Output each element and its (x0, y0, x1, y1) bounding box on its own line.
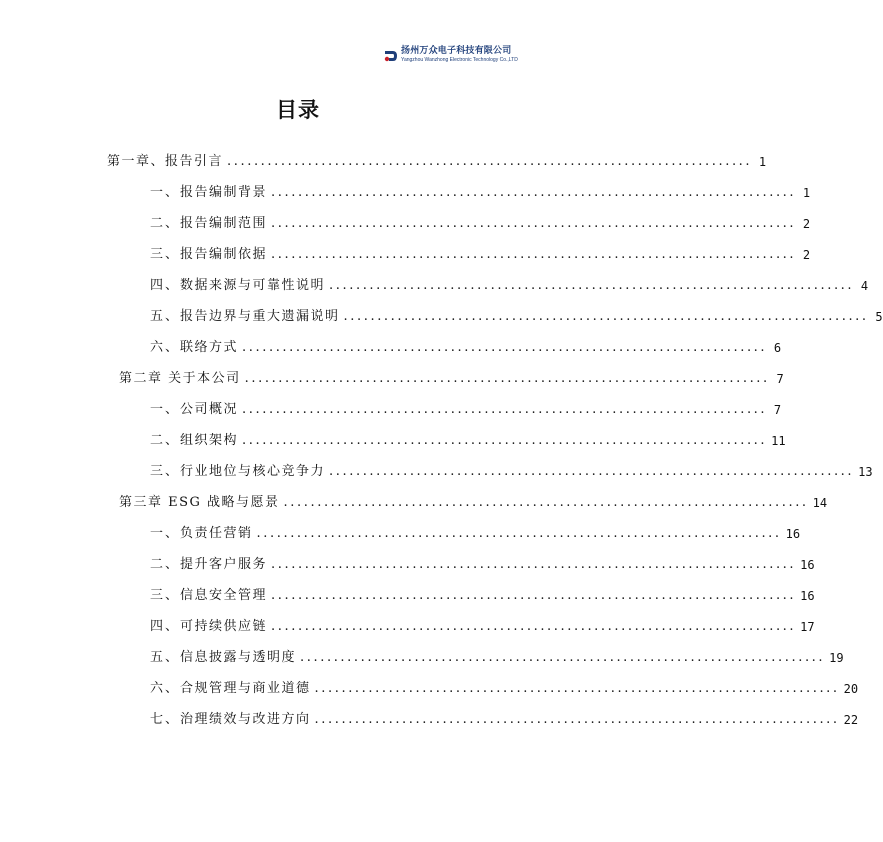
toc-page-number: 5 (875, 310, 883, 324)
toc-page-number: 20 (843, 682, 859, 696)
company-logo (384, 46, 520, 68)
toc-entry-title: 联络方式 (180, 340, 239, 355)
toc-page-number: 7 (776, 372, 784, 386)
toc-dot-leader: .............................................................................. (271, 588, 797, 603)
toc-entry-title: 报告编制背景 (180, 185, 268, 200)
toc-entry-title: 负责任营销 (180, 526, 253, 541)
toc-entry-number: 二、 (150, 557, 181, 572)
toc-entry-title: 行业地位与核心竞争力 (180, 464, 326, 479)
toc-dot-leader: .............................................................................. (329, 464, 855, 479)
toc-entry-title: 报告边界与重大遗漏说明 (180, 309, 340, 324)
toc-entry-title: 报告编制依据 (180, 247, 268, 262)
toc-page-number: 16 (785, 527, 801, 541)
toc-page-number: 2 (802, 248, 811, 262)
toc-entry-title: 第二章 关于本公司 (119, 371, 241, 386)
toc-entry-title: 报告编制范围 (180, 216, 268, 231)
toc-section-entry[interactable] (150, 647, 844, 669)
toc-dot-leader: .............................................................................. (271, 216, 797, 231)
toc-section-entry[interactable] (150, 616, 815, 638)
toc-entry-title: 合规管理与商业道德 (180, 681, 311, 696)
toc-entry-number: 一、 (150, 402, 181, 417)
toc-page-number: 1 (802, 186, 811, 200)
toc-page-number: 19 (829, 651, 844, 665)
toc-dot-leader: .............................................................................. (271, 557, 797, 572)
toc-entry-number: 三、 (150, 588, 181, 603)
toc-dot-leader: .............................................................................. (271, 619, 797, 634)
toc-chapter-entry[interactable] (119, 368, 784, 390)
toc-entry-number: 四、 (150, 278, 181, 293)
toc-entry-number: 六、 (150, 340, 181, 355)
company-logo-text (401, 46, 518, 63)
toc-entry-title: 提升客户服务 (180, 557, 268, 572)
toc-entry-number: 三、 (150, 247, 181, 262)
page-title: 目录 (276, 98, 320, 122)
toc-page-number: 4 (860, 279, 869, 293)
toc-dot-leader: .............................................................................. (271, 247, 797, 262)
toc-entry-number: 二、 (150, 433, 181, 448)
toc-entry-title: 数据来源与可靠性说明 (180, 278, 326, 293)
toc-page-number: 7 (773, 403, 782, 417)
toc-entry-title: 可持续供应链 (180, 619, 268, 634)
company-name-cn: 扬州万众电子科技有限公司 (401, 46, 512, 56)
toc-section-entry[interactable] (150, 585, 815, 607)
toc-dot-leader: .............................................................................. (329, 278, 855, 293)
toc-page-number: 2 (802, 217, 811, 231)
toc-section-entry[interactable] (150, 337, 782, 359)
company-name-en: Yangzhou Wanzhong Electronic Technology Co.,LTD (401, 57, 518, 63)
toc-entry-title: 第三章 ESG 战略与愿景 (119, 495, 280, 510)
toc-entry-number: 三、 (150, 464, 181, 479)
toc-entry-title: 信息安全管理 (180, 588, 268, 603)
toc-dot-leader: .............................................................................. (300, 650, 826, 665)
toc-dot-leader: .............................................................................. (242, 340, 768, 355)
toc-page-number: 13 (858, 465, 873, 479)
toc-entry-number: 二、 (150, 216, 181, 231)
toc-page-number: 6 (773, 341, 782, 355)
toc-entry-number: 七、 (150, 712, 181, 727)
toc-section-entry[interactable] (150, 709, 859, 731)
toc-dot-leader: .............................................................................. (283, 495, 809, 510)
toc-dot-leader: .............................................................................. (314, 681, 840, 696)
toc-page-number: 1 (758, 155, 767, 169)
toc-entry-number: 一、 (150, 526, 181, 541)
toc-dot-leader: .............................................................................. (242, 433, 768, 448)
toc-entry-title: 信息披露与透明度 (180, 650, 297, 665)
toc-section-entry[interactable] (150, 399, 782, 421)
toc-entry-number: 一、 (150, 185, 181, 200)
toc-entry-number: 五、 (150, 309, 181, 324)
toc-dot-leader: .............................................................................. (314, 712, 840, 727)
toc-entry-number: 六、 (150, 681, 181, 696)
toc-section-entry[interactable] (150, 244, 811, 266)
toc-entry-title: 治理绩效与改进方向 (180, 712, 311, 727)
toc-entry-title: 公司概况 (180, 402, 239, 417)
toc-section-entry[interactable] (150, 523, 801, 545)
toc-chapter-entry[interactable] (107, 151, 767, 173)
toc-section-entry[interactable] (150, 182, 811, 204)
toc-dot-leader: .............................................................................. (242, 402, 768, 417)
toc-dot-leader: .............................................................................. (256, 526, 782, 541)
toc-entry-number: 五、 (150, 650, 181, 665)
toc-chapter-entry[interactable] (119, 492, 828, 514)
toc-page-number: 16 (800, 558, 815, 572)
toc-entry-title: 第一章、报告引言 (107, 154, 224, 169)
toc-dot-leader: .............................................................................. (227, 154, 753, 169)
toc-section-entry[interactable] (150, 275, 869, 297)
company-logo-icon (384, 48, 398, 62)
toc-section-entry[interactable] (150, 213, 811, 235)
toc-dot-leader: .............................................................................. (244, 371, 770, 386)
toc-page-number: 17 (800, 620, 815, 634)
toc-section-entry[interactable] (150, 430, 786, 452)
toc-section-entry[interactable] (150, 306, 883, 328)
toc-page-number: 22 (843, 713, 859, 727)
toc-page-number: 14 (812, 496, 828, 510)
toc-entry-number: 四、 (150, 619, 181, 634)
toc-dot-leader: .............................................................................. (271, 185, 797, 200)
toc-page-number: 16 (800, 589, 815, 603)
toc-section-entry[interactable] (150, 461, 873, 483)
toc-section-entry[interactable] (150, 678, 859, 700)
toc-page-number: 11 (771, 434, 786, 448)
toc-entry-title: 组织架构 (180, 433, 239, 448)
toc-section-entry[interactable] (150, 554, 815, 576)
toc-dot-leader: .............................................................................. (343, 309, 869, 324)
